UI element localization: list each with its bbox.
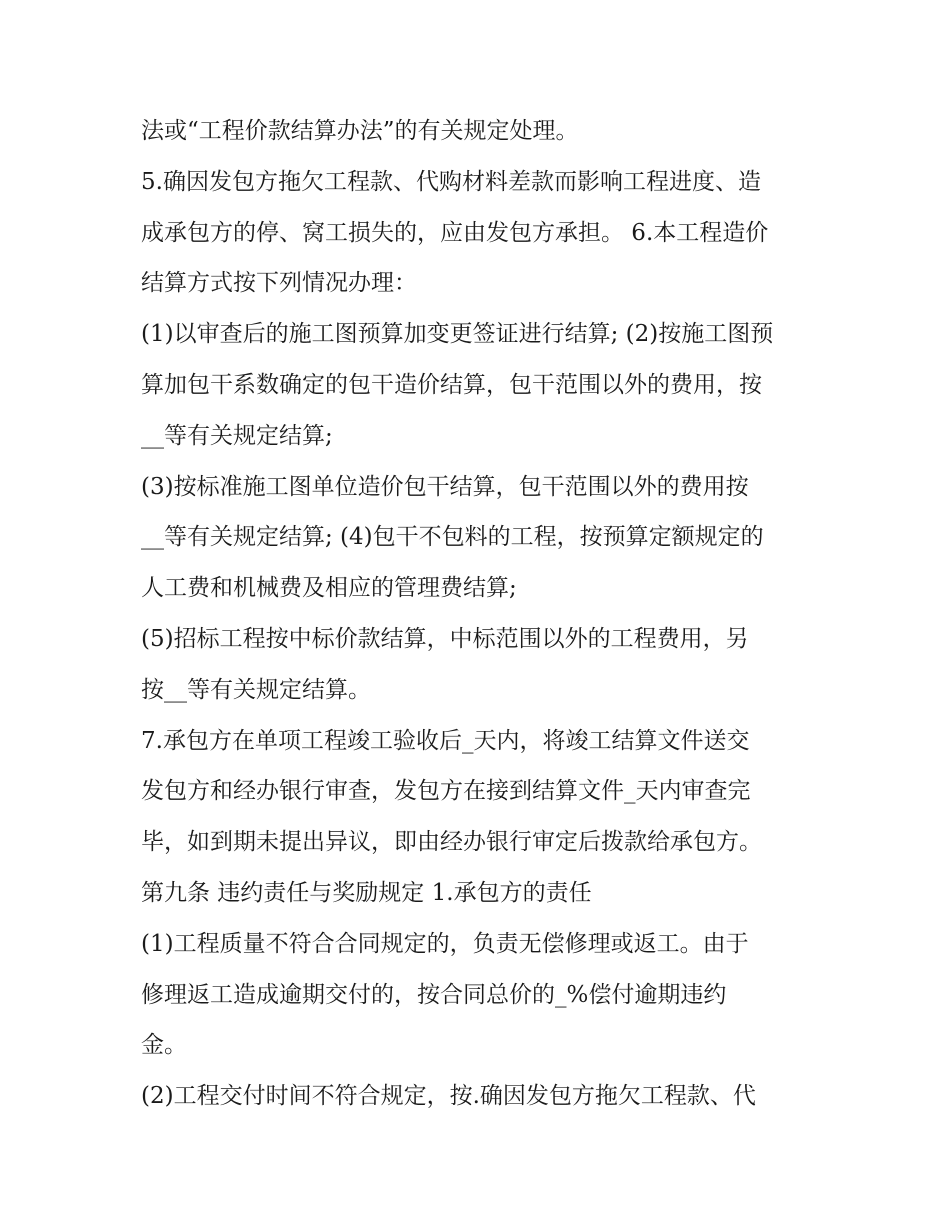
text-line: 成承包方的停、窝工损失的，应由发包方承担。 6.本工程造价	[141, 219, 769, 246]
text-line: 法或“工程价款结算办法”的有关规定处理。	[141, 118, 579, 144]
text-line: (1)以审查后的施工图预算加变更签证进行结算; (2)按施工图预	[141, 321, 774, 348]
text-line: 按__等有关规定结算。	[141, 676, 371, 703]
text-line: 修理返工造成逾期交付的，按合同总价的_%偿付逾期违约	[141, 981, 727, 1008]
text-line: (3)按标准施工图单位造价包干结算，包干范围以外的费用按	[141, 473, 749, 500]
text-line: (5)招标工程按中标价款结算，中标范围以外的工程费用，另	[141, 625, 749, 652]
text-line: 5.确因发包方拖欠工程款、代购材料差款而影响工程进度、造	[141, 168, 761, 195]
document-body	[141, 106, 821, 1122]
text-line: 算加包干系数确定的包干造价结算，包干范围以外的费用，按	[141, 371, 762, 398]
text-line: 金。	[141, 1032, 187, 1059]
text-line: 结算方式按下列情况办理：	[141, 270, 417, 297]
text-line: __等有关规定结算;	[141, 422, 333, 449]
text-line: (2)工程交付时间不符合规定，按.确因发包方拖欠工程款、代	[141, 1083, 756, 1110]
text-line: (1)工程质量不符合合同规定的，负责无偿修理或返工。由于	[141, 930, 749, 957]
text-line: __等有关规定结算; (4)包干不包料的工程，按预算定额规定的	[141, 524, 764, 551]
text-line: 发包方和经办银行审查，发包方在接到结算文件_天内审查完	[141, 778, 751, 805]
text-line: 人工费和机械费及相应的管理费结算;	[141, 575, 517, 602]
text-line: 7.承包方在单项工程竣工验收后_天内，将竣工结算文件送交	[141, 727, 750, 754]
section-heading: 第九条 违约责任与奖励规定 1.承包方的责任	[141, 879, 592, 906]
text-line: 毕，如到期未提出异议，即由经办银行审定后拨款给承包方。	[141, 829, 762, 856]
